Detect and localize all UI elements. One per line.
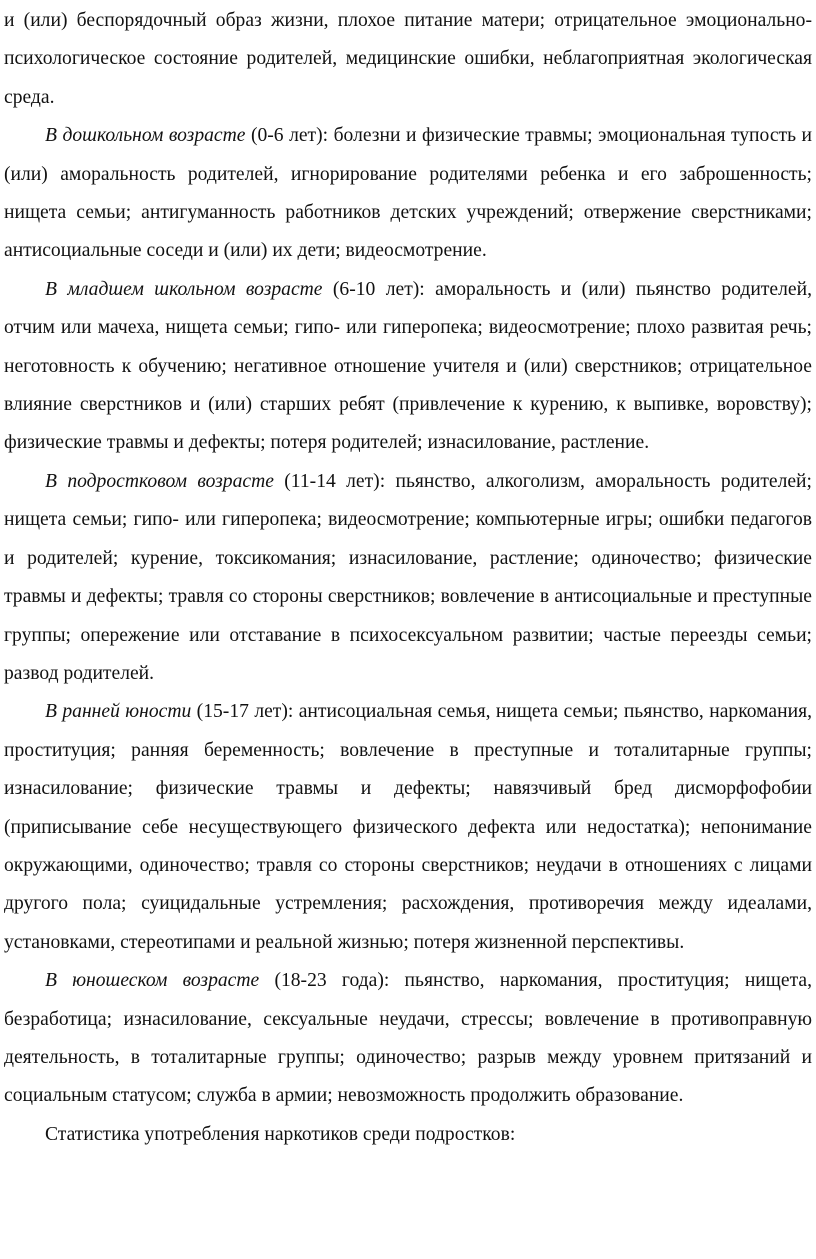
paragraph-statistics-heading bbox=[4, 1116, 812, 1154]
paragraph-text: (15-17 лет): антисоциальная семья, нищета семьи; пьянство, наркомания, проституция; ранняя беременность; вовлечение в преступные и тоталитарные группы; изнасилование; физические травмы и дефекты; навязчивый бред дисморфофобии (приписывание себе несуществующего физического дефекта или недостатка); непонимание окружающими, одиночество; травля со стороны сверстников; неудачи в отношениях с лицами другого пола; суицидальные устремления; расхождения, противоречия между идеалами, установками, стереотипами и реальной жизнью; потеря жизненной перспективы. bbox=[4, 701, 812, 953]
paragraph-preschool-age bbox=[4, 117, 812, 271]
paragraph-text: (18-23 года): пьянство, наркомания, проституция; нищета, безработица; изнасилование, сексуальные неудачи, стрессы; вовлечение в противоправную деятельность, в тоталитарные группы; одиночество; разрыв между уровнем притязаний и социальным статусом; служба в армии; невозможность продолжить образование. bbox=[4, 970, 812, 1107]
paragraph-text: (0-6 лет): болезни и физические травмы; эмоциональная тупость и (или) аморальность родителей, игнорирование родителями ребенка и его заброшенность; нищета семьи; антигуманность работников детских учреждений; отвержение сверстниками; антисоциальные соседи и (или) их дети; видеосмотрение. bbox=[4, 125, 812, 262]
paragraph-youth-age bbox=[4, 962, 812, 1116]
paragraph-lead-italic: В дошкольном возрасте bbox=[45, 125, 246, 147]
paragraph-lead-italic: В юношеском возрасте bbox=[45, 970, 260, 992]
paragraph-early-youth bbox=[4, 693, 812, 962]
paragraph-text: и (или) беспорядочный образ жизни, плохое питание матери; отрицательное эмоционально-психологическое состояние родителей, медицинские ошибки, неблагоприятная экологическая среда. bbox=[4, 10, 812, 108]
paragraph-text: Статистика употребления наркотиков среди подростков: bbox=[45, 1123, 516, 1145]
paragraph-primary-school-age bbox=[4, 271, 812, 463]
paragraph-lead-italic: В младшем школьном возрасте bbox=[45, 278, 323, 300]
paragraph-text: (11-14 лет): пьянство, алкоголизм, аморальность родителей; нищета семьи; гипо- или гиперопека; видеосмотрение; компьютерные игры; ошибки педагогов и родителей; курение, токсикомания; изнасилование, растление; одиночество; физические травмы и дефекты; травля со стороны сверстников; вовлечение в антисоциальные и преступные группы; опережение или отставание в психосексуальном развитии; частые переезды семьи; развод родителей. bbox=[4, 470, 812, 684]
paragraph-intro-continued bbox=[4, 2, 812, 117]
paragraph-lead-italic: В подростковом возрасте bbox=[45, 470, 274, 492]
paragraph-lead-italic: В ранней юности bbox=[45, 701, 192, 723]
paragraph-adolescent-age bbox=[4, 463, 812, 693]
paragraph-text: (6-10 лет): аморальность и (или) пьянство родителей, отчим или мачеха, нищета семьи; гипо- или гиперопека; видеосмотрение; плохо развитая речь; неготовность к обучению; негативное отношение учителя и (или) сверстников; отрицательное влияние сверстников и (или) старших ребят (привлечение к курению, к выпивке, воровству); физические травмы и дефекты; потеря родителей; изнасилование, растление. bbox=[4, 278, 812, 454]
